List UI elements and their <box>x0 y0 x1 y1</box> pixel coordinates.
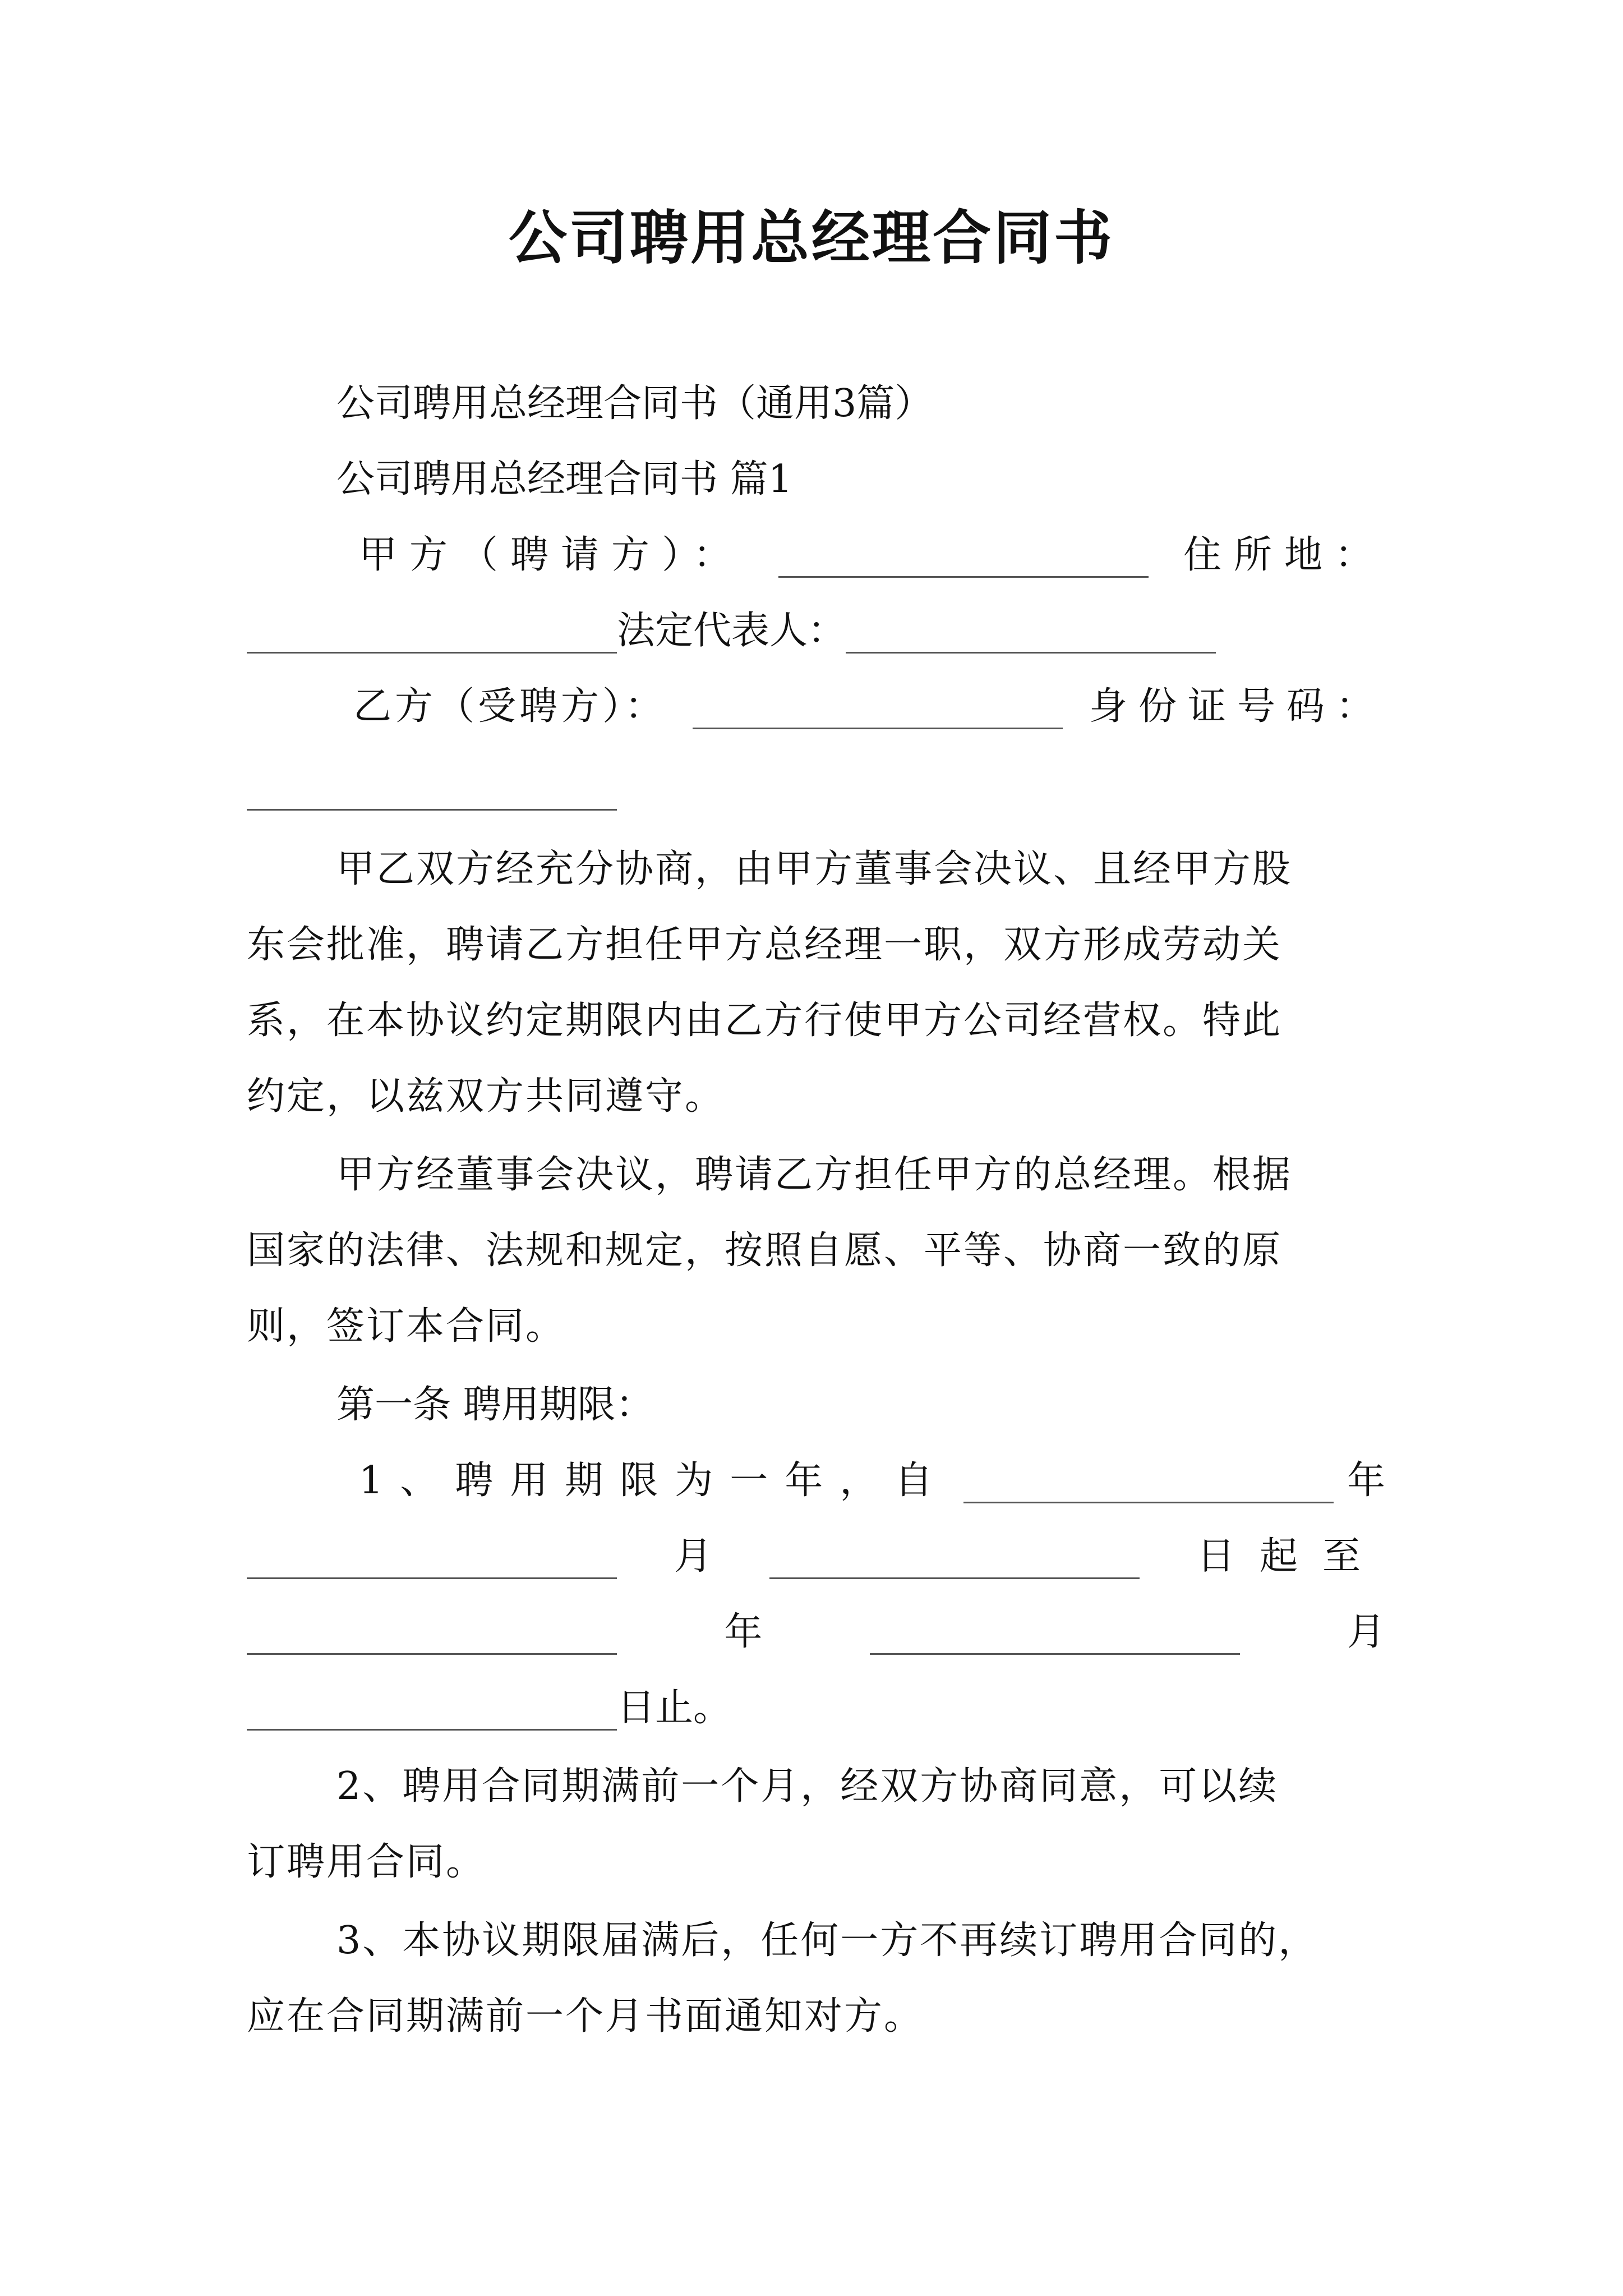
article1-item1-line1 <box>247 1458 1385 1503</box>
party-a-line <box>247 533 1385 578</box>
item2-line1: 2、聘用合同期满前一个月，经双方协商同意，可以续 <box>336 1764 1279 1809</box>
start-year-blank[interactable] <box>963 1462 1334 1503</box>
party-a-rep-line <box>247 609 1385 654</box>
party-a-address-blank[interactable] <box>247 613 617 654</box>
party-a-name-blank[interactable] <box>778 537 1149 578</box>
month-label-2: 月 <box>1347 1610 1385 1654</box>
item1-prefix: 1、聘用期限为一年，自 <box>359 1458 950 1503</box>
document-title: 公司聘用总经理合同书 <box>508 203 1114 272</box>
item3-line1: 3、本协议期限届满后，任何一方不再续订聘用合同的， <box>336 1918 1318 1963</box>
year-label-1: 年 <box>1347 1458 1385 1503</box>
end-year-blank[interactable] <box>247 1614 617 1655</box>
end-day-blank[interactable] <box>247 1690 617 1731</box>
para1-line4: 约定，以兹双方共同遵守。 <box>247 1074 725 1119</box>
article1-heading: 第一条 聘用期限： <box>336 1383 654 1427</box>
para2-line3: 则，签订本合同。 <box>247 1304 566 1349</box>
party-b-id-blank[interactable] <box>247 770 617 811</box>
para1-line2: 东会批准，聘请乙方担任甲方总经理一职，双方形成劳动关 <box>247 923 1283 967</box>
article1-item1-line4 <box>247 1686 1385 1731</box>
day-from-label: 日起至 <box>1196 1534 1385 1579</box>
party-a-rep-label: 法定代表人： <box>617 609 846 653</box>
party-b-label: 乙方（受聘方）： <box>353 684 667 729</box>
party-a-address-label: 住所地： <box>1183 533 1385 577</box>
article1-item1-line3 <box>247 1610 1385 1655</box>
party-b-id-label: 身份证号码： <box>1089 684 1385 729</box>
year-label-2: 年 <box>724 1610 763 1654</box>
start-month-blank[interactable] <box>247 1538 617 1579</box>
article1-item1-line2 <box>247 1534 1385 1579</box>
day-end-label: 日止。 <box>617 1686 732 1730</box>
para1-line3: 系，在本协议约定期限内由乙方行使甲方公司经营权。特此 <box>247 999 1283 1043</box>
para1-line1: 甲乙双方经充分协商，由甲方董事会决议、且经甲方股 <box>336 847 1293 891</box>
part-heading: 公司聘用总经理合同书 篇1 <box>336 457 792 501</box>
end-month-blank[interactable] <box>870 1614 1240 1655</box>
start-day-blank[interactable] <box>769 1538 1140 1579</box>
subtitle: 公司聘用总经理合同书（通用3篇） <box>336 381 933 426</box>
party-a-label: 甲方（聘请方）： <box>359 533 744 577</box>
item3-line2: 应在合同期满前一个月书面通知对方。 <box>247 1994 924 2039</box>
item2-line2: 订聘用合同。 <box>247 1840 486 1884</box>
party-b-name-blank[interactable] <box>693 688 1063 729</box>
party-b-id-line <box>247 766 1385 811</box>
para2-line2: 国家的法律、法规和规定，按照自愿、平等、协商一致的原 <box>247 1228 1283 1273</box>
month-label-1: 月 <box>674 1534 712 1579</box>
party-a-rep-blank[interactable] <box>846 613 1216 654</box>
para2-line1: 甲方经董事会决议，聘请乙方担任甲方的总经理。根据 <box>336 1153 1293 1197</box>
party-b-line <box>247 684 1385 729</box>
